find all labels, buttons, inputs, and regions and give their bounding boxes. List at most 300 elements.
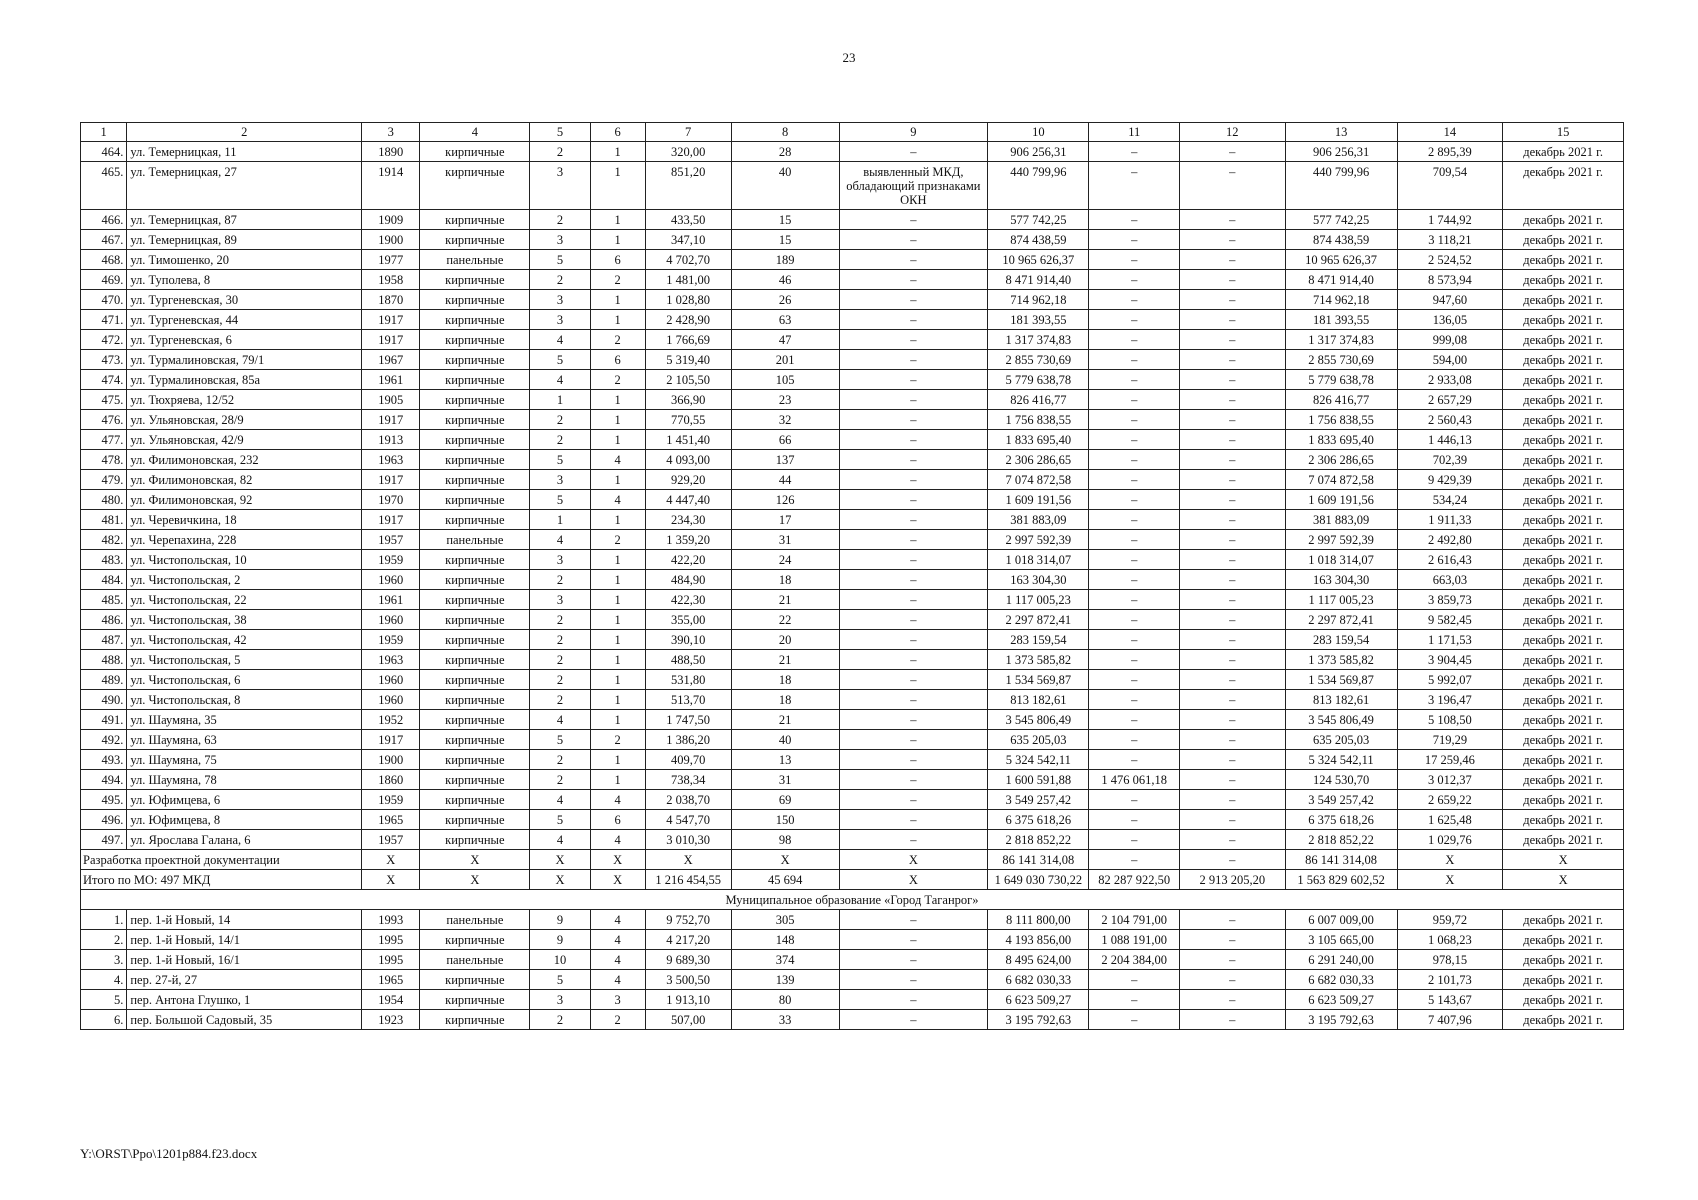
table-cell: 1 xyxy=(590,590,645,610)
table-cell: 2 616,43 xyxy=(1397,550,1503,570)
table-cell: ул. Тургеневская, 6 xyxy=(127,330,362,350)
table-cell: кирпичные xyxy=(420,610,530,630)
table-row xyxy=(81,550,1624,570)
table-row xyxy=(81,450,1624,470)
table-cell: пер. Антона Глушко, 1 xyxy=(127,990,362,1010)
table-cell: 978,15 xyxy=(1397,950,1503,970)
table-cell: 9 xyxy=(530,930,590,950)
table-cell: – xyxy=(839,370,988,390)
table-cell: пер. Большой Садовый, 35 xyxy=(127,1010,362,1030)
table-cell: – xyxy=(1179,410,1285,430)
table-cell: 3 xyxy=(530,990,590,1010)
column-header: 11 xyxy=(1089,123,1180,142)
table-cell: – xyxy=(839,830,988,850)
table-cell: 2 204 384,00 xyxy=(1089,950,1180,970)
table-row xyxy=(81,570,1624,590)
table-cell: 4 xyxy=(590,830,645,850)
table-cell: 17 xyxy=(731,510,839,530)
table-cell: 23 xyxy=(731,390,839,410)
table-cell: 1995 xyxy=(362,950,420,970)
table-cell: – xyxy=(839,930,988,950)
table-cell: 1 649 030 730,22 xyxy=(988,870,1089,890)
table-cell: – xyxy=(839,910,988,930)
table-cell: 473. xyxy=(81,350,127,370)
table-cell: 5 992,07 xyxy=(1397,670,1503,690)
table-cell: кирпичные xyxy=(420,970,530,990)
table-cell: декабрь 2021 г. xyxy=(1503,1010,1624,1030)
table-cell: – xyxy=(1089,850,1180,870)
column-header: 10 xyxy=(988,123,1089,142)
table-cell: ул. Шаумяна, 78 xyxy=(127,770,362,790)
table-cell: – xyxy=(1179,750,1285,770)
table-cell: 2 xyxy=(530,610,590,630)
table-cell: ул. Ульяновская, 28/9 xyxy=(127,410,362,430)
table-cell: 1 xyxy=(590,710,645,730)
table-cell: 1 xyxy=(590,470,645,490)
table-cell: ул. Юфимцева, 8 xyxy=(127,810,362,830)
table-cell: ул. Юфимцева, 6 xyxy=(127,790,362,810)
table-cell: – xyxy=(1179,910,1285,930)
table-cell: 1 373 585,82 xyxy=(1285,650,1397,670)
table-cell: кирпичные xyxy=(420,210,530,230)
section-row xyxy=(81,890,1624,910)
table-cell: кирпичные xyxy=(420,270,530,290)
table-cell: 18 xyxy=(731,570,839,590)
total-row xyxy=(81,870,1624,890)
table-cell: декабрь 2021 г. xyxy=(1503,450,1624,470)
table-cell: 534,24 xyxy=(1397,490,1503,510)
table-cell: 3 859,73 xyxy=(1397,590,1503,610)
table-cell: 2 997 592,39 xyxy=(1285,530,1397,550)
table-cell: 6 682 030,33 xyxy=(988,970,1089,990)
table-cell: ул. Шаумяна, 35 xyxy=(127,710,362,730)
table-cell: 381 883,09 xyxy=(1285,510,1397,530)
table-cell: декабрь 2021 г. xyxy=(1503,570,1624,590)
table-cell: 8 471 914,40 xyxy=(988,270,1089,290)
table-cell: кирпичные xyxy=(420,750,530,770)
table-cell: 513,70 xyxy=(645,690,731,710)
table-cell: – xyxy=(1089,670,1180,690)
table-cell: X xyxy=(839,870,988,890)
table-cell: – xyxy=(1179,850,1285,870)
table-cell: 2. xyxy=(81,930,127,950)
table-cell: 2 xyxy=(530,690,590,710)
table-cell: – xyxy=(1089,810,1180,830)
table-cell: 738,34 xyxy=(645,770,731,790)
table-cell: декабрь 2021 г. xyxy=(1503,770,1624,790)
table-cell: 4 xyxy=(530,830,590,850)
table-cell: 163 304,30 xyxy=(988,570,1089,590)
table-cell: 305 xyxy=(731,910,839,930)
table-cell: 906 256,31 xyxy=(1285,142,1397,162)
table-cell: 1 xyxy=(590,290,645,310)
table-cell: 1954 xyxy=(362,990,420,1010)
table-cell: 472. xyxy=(81,330,127,350)
table-cell: 1 xyxy=(590,410,645,430)
table-cell: – xyxy=(839,142,988,162)
table-cell: 9 429,39 xyxy=(1397,470,1503,490)
table-cell: 3 105 665,00 xyxy=(1285,930,1397,950)
table-cell: 4 xyxy=(590,930,645,950)
table-cell: пер. 27-й, 27 xyxy=(127,970,362,990)
table-cell: 69 xyxy=(731,790,839,810)
column-header: 2 xyxy=(127,123,362,142)
table-cell: 2 855 730,69 xyxy=(1285,350,1397,370)
table-cell: 635 205,03 xyxy=(988,730,1089,750)
table-cell: – xyxy=(1089,530,1180,550)
table-cell: 2 524,52 xyxy=(1397,250,1503,270)
table-cell: 2 038,70 xyxy=(645,790,731,810)
table-cell: 1995 xyxy=(362,930,420,950)
table-cell: – xyxy=(1089,350,1180,370)
column-header: 12 xyxy=(1179,123,1285,142)
table-cell: – xyxy=(1089,650,1180,670)
table-cell: 3 195 792,63 xyxy=(988,1010,1089,1030)
table-cell: 4 702,70 xyxy=(645,250,731,270)
table-cell: 9 689,30 xyxy=(645,950,731,970)
table-cell: 1900 xyxy=(362,750,420,770)
table-cell: 1 018 314,07 xyxy=(988,550,1089,570)
table-cell: пер. 1-й Новый, 14 xyxy=(127,910,362,930)
table-cell: 1 744,92 xyxy=(1397,210,1503,230)
table-cell: – xyxy=(1179,630,1285,650)
table-cell: 1 xyxy=(590,570,645,590)
table-cell: – xyxy=(1179,250,1285,270)
table-cell: 1963 xyxy=(362,650,420,670)
table-cell: 484. xyxy=(81,570,127,590)
table-cell: 2 xyxy=(530,142,590,162)
table-cell: кирпичные xyxy=(420,930,530,950)
table-cell: 8 495 624,00 xyxy=(988,950,1089,970)
table-cell: декабрь 2021 г. xyxy=(1503,790,1624,810)
table-cell: 2 xyxy=(590,530,645,550)
table-row xyxy=(81,530,1624,550)
table-cell: 3 195 792,63 xyxy=(1285,1010,1397,1030)
header-row xyxy=(81,123,1624,142)
table-cell: 3 549 257,42 xyxy=(1285,790,1397,810)
table-cell: 1909 xyxy=(362,210,420,230)
table-cell: кирпичные xyxy=(420,470,530,490)
table-cell: 10 965 626,37 xyxy=(1285,250,1397,270)
table-cell: 1 xyxy=(530,390,590,410)
table-cell: ул. Чистопольская, 10 xyxy=(127,550,362,570)
table-cell: 1 xyxy=(590,630,645,650)
table-cell: 86 141 314,08 xyxy=(988,850,1089,870)
table-cell: – xyxy=(1179,470,1285,490)
table-cell: 947,60 xyxy=(1397,290,1503,310)
table-cell: 2 xyxy=(530,270,590,290)
table-cell: 1 756 838,55 xyxy=(988,410,1089,430)
table-cell: – xyxy=(1179,430,1285,450)
table-cell: – xyxy=(1089,710,1180,730)
table-cell: декабрь 2021 г. xyxy=(1503,930,1624,950)
table-cell: 9 752,70 xyxy=(645,910,731,930)
table-cell: 40 xyxy=(731,162,839,210)
table-cell: декабрь 2021 г. xyxy=(1503,530,1624,550)
table-cell: – xyxy=(1179,230,1285,250)
table-cell: 28 xyxy=(731,142,839,162)
table-cell: 46 xyxy=(731,270,839,290)
table-cell: 1914 xyxy=(362,162,420,210)
table-cell: – xyxy=(1089,290,1180,310)
table-cell: – xyxy=(1089,750,1180,770)
table-cell: X xyxy=(420,850,530,870)
table-cell: 3 904,45 xyxy=(1397,650,1503,670)
table-cell: – xyxy=(839,950,988,970)
table-cell: ул. Тюхряева, 12/52 xyxy=(127,390,362,410)
table-cell: – xyxy=(1089,370,1180,390)
table-cell: – xyxy=(1089,330,1180,350)
table-cell: 1 xyxy=(590,550,645,570)
table-cell: ул. Тимошенко, 20 xyxy=(127,250,362,270)
table-row xyxy=(81,370,1624,390)
table-cell: 1 833 695,40 xyxy=(988,430,1089,450)
table-cell: 1 xyxy=(590,750,645,770)
table-cell: ул. Ульяновская, 42/9 xyxy=(127,430,362,450)
table-cell: – xyxy=(839,990,988,1010)
table-cell: – xyxy=(1089,610,1180,630)
table-cell: – xyxy=(1179,590,1285,610)
table-cell: 390,10 xyxy=(645,630,731,650)
table-row xyxy=(81,670,1624,690)
table-cell: – xyxy=(839,290,988,310)
table-cell: ул. Черевичкина, 18 xyxy=(127,510,362,530)
table-cell: 6 682 030,33 xyxy=(1285,970,1397,990)
table-cell: 5 779 638,78 xyxy=(1285,370,1397,390)
table-cell: 2 xyxy=(530,750,590,770)
table-cell: 5 xyxy=(530,450,590,470)
table-cell: – xyxy=(1179,162,1285,210)
table-cell: 1905 xyxy=(362,390,420,410)
table-cell: декабрь 2021 г. xyxy=(1503,710,1624,730)
table-cell: кирпичные xyxy=(420,230,530,250)
table-cell: – xyxy=(1089,250,1180,270)
table-cell: ул. Темерницкая, 11 xyxy=(127,142,362,162)
table-row xyxy=(81,290,1624,310)
table-cell: – xyxy=(1089,550,1180,570)
table-cell: декабрь 2021 г. xyxy=(1503,210,1624,230)
table-cell: 1 481,00 xyxy=(645,270,731,290)
table-cell: кирпичные xyxy=(420,430,530,450)
table-cell: 1957 xyxy=(362,530,420,550)
table-cell: декабрь 2021 г. xyxy=(1503,830,1624,850)
table-cell: 486. xyxy=(81,610,127,630)
table-cell: 1959 xyxy=(362,790,420,810)
table-cell: – xyxy=(1179,990,1285,1010)
table-row xyxy=(81,830,1624,850)
table-cell: 1 068,23 xyxy=(1397,930,1503,950)
design-row xyxy=(81,850,1624,870)
table-cell: 6 007 009,00 xyxy=(1285,910,1397,930)
table-cell: – xyxy=(1089,470,1180,490)
table-cell: декабрь 2021 г. xyxy=(1503,550,1624,570)
table-cell: декабрь 2021 г. xyxy=(1503,630,1624,650)
table-cell: ул. Филимоновская, 232 xyxy=(127,450,362,470)
table-cell: 1 029,76 xyxy=(1397,830,1503,850)
table-row xyxy=(81,790,1624,810)
table-cell: 33 xyxy=(731,1010,839,1030)
table-cell: 10 965 626,37 xyxy=(988,250,1089,270)
table-cell: 1959 xyxy=(362,550,420,570)
table-cell: – xyxy=(839,690,988,710)
table-cell: ул. Чистопольская, 22 xyxy=(127,590,362,610)
column-header: 15 xyxy=(1503,123,1624,142)
table-cell: 2 xyxy=(590,730,645,750)
table-cell: 163 304,30 xyxy=(1285,570,1397,590)
table-cell: 86 141 314,08 xyxy=(1285,850,1397,870)
table-cell: – xyxy=(1089,270,1180,290)
table-row xyxy=(81,690,1624,710)
table-cell: – xyxy=(839,270,988,290)
table-cell: X xyxy=(590,870,645,890)
table-cell: 906 256,31 xyxy=(988,142,1089,162)
table-cell: 2 104 791,00 xyxy=(1089,910,1180,930)
table-cell: панельные xyxy=(420,530,530,550)
table-cell: 2 297 872,41 xyxy=(1285,610,1397,630)
table-cell: X xyxy=(1397,870,1503,890)
table-cell: 3 500,50 xyxy=(645,970,731,990)
table-cell: – xyxy=(1089,590,1180,610)
column-header: 5 xyxy=(530,123,590,142)
table-cell: Разработка проектной документации xyxy=(81,850,362,870)
table-cell: кирпичные xyxy=(420,710,530,730)
table-cell: 1 913,10 xyxy=(645,990,731,1010)
table-cell: 4 193 856,00 xyxy=(988,930,1089,950)
table-cell: – xyxy=(839,390,988,410)
table-cell: 9 xyxy=(530,910,590,930)
table-cell: 6 623 509,27 xyxy=(1285,990,1397,1010)
table-cell: кирпичные xyxy=(420,410,530,430)
table-cell: 433,50 xyxy=(645,210,731,230)
table-cell: 481. xyxy=(81,510,127,530)
table-cell: кирпичные xyxy=(420,670,530,690)
table-cell: 1 451,40 xyxy=(645,430,731,450)
table-cell: кирпичные xyxy=(420,830,530,850)
table-cell: ул. Шаумяна, 63 xyxy=(127,730,362,750)
table-cell: 1 xyxy=(590,390,645,410)
table-cell: 2 659,22 xyxy=(1397,790,1503,810)
table-row xyxy=(81,610,1624,630)
table-cell: – xyxy=(839,670,988,690)
table-cell: 531,80 xyxy=(645,670,731,690)
table-cell: кирпичные xyxy=(420,290,530,310)
table-cell: кирпичные xyxy=(420,330,530,350)
table-cell: 493. xyxy=(81,750,127,770)
table-cell: декабрь 2021 г. xyxy=(1503,142,1624,162)
table-cell: 702,39 xyxy=(1397,450,1503,470)
table-cell: 4 xyxy=(590,970,645,990)
table-row xyxy=(81,250,1624,270)
column-header: 4 xyxy=(420,123,530,142)
table-cell: 5 xyxy=(530,250,590,270)
table-row xyxy=(81,930,1624,950)
table-cell: 1 117 005,23 xyxy=(988,590,1089,610)
table-cell: 3 xyxy=(530,230,590,250)
table-cell: 479. xyxy=(81,470,127,490)
table-cell: 2 xyxy=(590,330,645,350)
table-cell: 105 xyxy=(731,370,839,390)
table-cell: 4 xyxy=(590,910,645,930)
table-cell: кирпичные xyxy=(420,770,530,790)
table-cell: 471. xyxy=(81,310,127,330)
table-cell: декабрь 2021 г. xyxy=(1503,290,1624,310)
column-header: 13 xyxy=(1285,123,1397,142)
table-cell: 409,70 xyxy=(645,750,731,770)
table-cell: 15 xyxy=(731,210,839,230)
table-cell: 2 101,73 xyxy=(1397,970,1503,990)
table-cell: – xyxy=(839,810,988,830)
table-cell: декабрь 2021 г. xyxy=(1503,162,1624,210)
table-cell: 8 471 914,40 xyxy=(1285,270,1397,290)
table-cell: X xyxy=(530,870,590,890)
table-cell: 826 416,77 xyxy=(988,390,1089,410)
table-cell: – xyxy=(839,730,988,750)
table-cell: панельные xyxy=(420,910,530,930)
table-cell: 1 216 454,55 xyxy=(645,870,731,890)
table-cell: 490. xyxy=(81,690,127,710)
table-cell: – xyxy=(1089,510,1180,530)
table-cell: декабрь 2021 г. xyxy=(1503,590,1624,610)
table-cell: – xyxy=(1089,230,1180,250)
table-cell: – xyxy=(1179,1010,1285,1030)
table-cell: 234,30 xyxy=(645,510,731,530)
table-cell: 1 756 838,55 xyxy=(1285,410,1397,430)
table-cell: – xyxy=(1179,270,1285,290)
table-cell: 478. xyxy=(81,450,127,470)
table-cell: 2 xyxy=(530,410,590,430)
table-cell: 469. xyxy=(81,270,127,290)
table-cell: кирпичные xyxy=(420,550,530,570)
table-cell: 2 818 852,22 xyxy=(1285,830,1397,850)
table-cell: 148 xyxy=(731,930,839,950)
table-cell: кирпичные xyxy=(420,450,530,470)
table-cell: X xyxy=(362,850,420,870)
table-cell: декабрь 2021 г. xyxy=(1503,510,1624,530)
table-cell: 1965 xyxy=(362,810,420,830)
table-cell: 366,90 xyxy=(645,390,731,410)
table-row xyxy=(81,750,1624,770)
table-cell: – xyxy=(1089,990,1180,1010)
table-cell: кирпичные xyxy=(420,1010,530,1030)
table-row xyxy=(81,350,1624,370)
table-cell: 1 028,80 xyxy=(645,290,731,310)
table-cell: 422,30 xyxy=(645,590,731,610)
table-cell: кирпичные xyxy=(420,630,530,650)
table-cell: ул. Туполева, 8 xyxy=(127,270,362,290)
table-cell: 26 xyxy=(731,290,839,310)
column-header: 3 xyxy=(362,123,420,142)
table-cell: 5 324 542,11 xyxy=(1285,750,1397,770)
table-cell: 2 560,43 xyxy=(1397,410,1503,430)
table-cell: 492. xyxy=(81,730,127,750)
table-row xyxy=(81,210,1624,230)
table-cell: 1 911,33 xyxy=(1397,510,1503,530)
table-cell: 5 xyxy=(530,810,590,830)
table-cell: 6 xyxy=(590,250,645,270)
table-cell: кирпичные xyxy=(420,790,530,810)
table-cell: – xyxy=(1179,790,1285,810)
table-cell: ул. Турмалиновская, 85а xyxy=(127,370,362,390)
table-cell: кирпичные xyxy=(420,490,530,510)
table-cell: 2 xyxy=(530,570,590,590)
table-cell: X xyxy=(839,850,988,870)
table-cell: кирпичные xyxy=(420,350,530,370)
table-cell: 1 317 374,83 xyxy=(988,330,1089,350)
table-cell: X xyxy=(1503,850,1624,870)
table-cell: 4 xyxy=(530,530,590,550)
table-cell: – xyxy=(1179,670,1285,690)
table-cell: 635 205,03 xyxy=(1285,730,1397,750)
